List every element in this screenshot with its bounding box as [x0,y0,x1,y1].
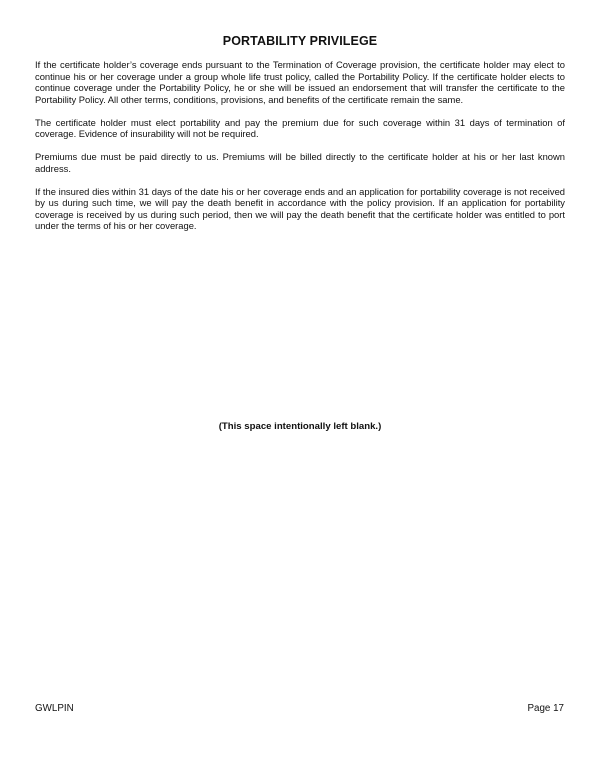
paragraph-death-benefit: If the insured dies within 31 days of the date his or her coverage ends and an application for portability coverage is not received by us during such time, we will pay the death benefit in accordance with the policy provision. If an application for portability coverage is received by us during such period, then we will pay the death benefit that the certificate holder was entitled to port under the terms of his or her coverage. [35,185,565,231]
intentionally-blank-note: (This space intentionally left blank.) [218,421,382,432]
document-body [35,59,565,243]
paragraph-portability-election: If the certificate holder’s coverage ends pursuant to the Termination of Coverage provision, the certificate holder may elect to continue his or her coverage under a group whole life trust policy, called the Portability Policy. If the certificate holder elects to continue coverage under the Portability Policy, he or she will be issued an endorsement that will transfer the certificate to the Portability Policy. All other terms, conditions, provisions, and benefits of the certificate remain the same. [35,59,565,105]
paragraph-premium-billing: Premiums due must be paid directly to us. Premiums will be billed directly to the certificate holder at his or her last known address. [35,151,565,174]
footer-page-number: Page 17 [527,703,564,714]
footer-form-code: GWLPIN [35,703,74,714]
paragraph-premium-deadline: The certificate holder must elect portability and pay the premium due for such coverage within 31 days of termination of coverage. Evidence of insurability will not be required. [35,116,565,139]
page-title: PORTABILITY PRIVILEGE [222,34,378,48]
